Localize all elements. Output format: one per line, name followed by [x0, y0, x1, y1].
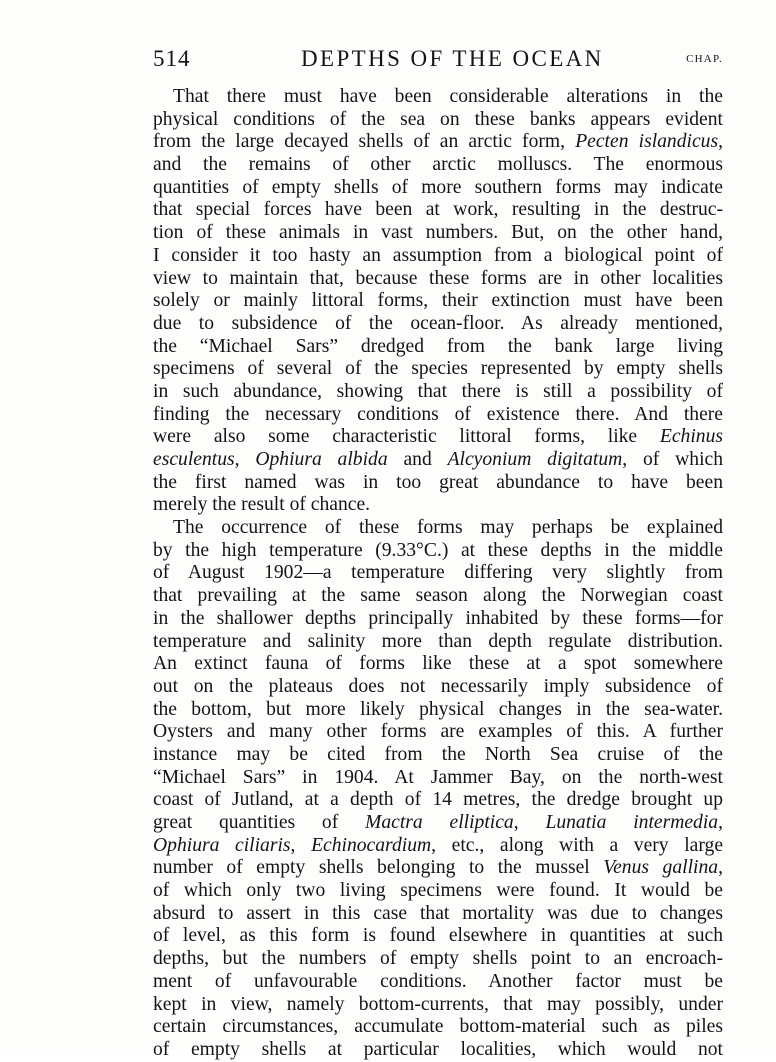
text-line — [153, 676, 723, 699]
italic-term: Echinocardium — [311, 834, 432, 856]
text-segment: finding the necessary conditions of existence there. And there — [153, 403, 723, 425]
chapter-mark: CHAP. — [686, 53, 723, 65]
text-segment: the bottom, but more likely physical changes in the sea-water. — [153, 698, 723, 720]
text-segment: the first named was in too great abundance to have been — [153, 471, 723, 493]
text-line — [153, 86, 723, 109]
text-line — [153, 812, 723, 835]
text-line — [153, 494, 723, 517]
text-segment: ment of unfavourable conditions. Another factor must be — [153, 970, 723, 992]
text-line — [153, 744, 723, 767]
text-segment: tion of these animals in vast numbers. But, on the other hand, — [153, 222, 723, 244]
italic-term: Mactra elliptica — [365, 812, 514, 833]
text-line — [153, 177, 723, 200]
text-segment: view to maintain that, because these forms are in other localities — [153, 267, 723, 289]
text-segment: , — [290, 834, 312, 856]
text-segment: of empty shells at particular localities, which would not — [153, 1038, 723, 1060]
text-segment: The occurrence of these forms may perhaps be explained — [173, 517, 723, 539]
text-line — [153, 585, 723, 608]
text-segment: kept in view, namely bottom-currents, that may possibly, under — [153, 993, 723, 1015]
text-segment: in the shallower depths principally inhabited by these forms—for — [153, 607, 723, 629]
italic-term: esculentus — [153, 449, 235, 470]
text-line — [153, 880, 723, 903]
text-line — [153, 449, 723, 472]
text-line — [153, 948, 723, 971]
page-number: 514 — [153, 46, 191, 71]
text-line — [153, 994, 723, 1017]
text-segment: instance may be cited from the North Sea cruise of the — [153, 743, 723, 765]
text-segment: specimens of several of the species represented by empty shells — [153, 358, 723, 380]
text-line — [153, 358, 723, 381]
text-segment: and — [387, 449, 448, 470]
text-line — [153, 131, 723, 154]
page-header — [153, 46, 723, 82]
text-segment: in such abundance, showing that there is still a possibility of — [153, 380, 723, 402]
text-segment: , — [513, 812, 546, 833]
text-line — [153, 336, 723, 359]
text-line — [153, 109, 723, 132]
text-line — [153, 903, 723, 926]
text-segment: , — [718, 812, 723, 833]
text-segment: , etc., along with a very large — [431, 834, 724, 856]
text-segment: by the high temperature (9.33°C.) at these depths in the middle — [153, 539, 723, 561]
text-segment: , — [234, 449, 256, 470]
text-line — [153, 789, 723, 812]
text-segment: , — [718, 131, 723, 153]
text-segment: That there must have been considerable alterations in the — [173, 86, 723, 107]
body-text — [153, 86, 723, 1062]
text-line — [153, 290, 723, 313]
text-segment: and the remains of other arctic molluscs. The enormous — [153, 154, 723, 176]
text-segment: of August 1902—a temperature differing very slightly from — [153, 562, 723, 584]
text-line — [153, 631, 723, 654]
text-line — [153, 245, 723, 268]
text-segment: great quantities of — [153, 812, 366, 833]
italic-term: Pecten islandicus — [575, 131, 719, 153]
text-segment: out on the plateaus does not necessarily imply subsidence of — [153, 675, 723, 697]
italic-term: Venus gallina — [603, 857, 719, 879]
text-line — [153, 381, 723, 404]
text-line — [153, 1039, 723, 1062]
text-line — [153, 608, 723, 631]
text-segment: Oysters and many other forms are examples of this. A further — [153, 721, 723, 743]
text-segment: number of empty shells belonging to the mussel — [153, 857, 604, 879]
text-segment: , — [718, 857, 723, 879]
text-line — [153, 857, 723, 880]
text-segment: coast of Jutland, at a depth of 14 metres, the dredge brought up — [153, 789, 723, 811]
text-line — [153, 517, 723, 540]
text-segment: depths, but the numbers of empty shells point to an encroach- — [153, 948, 723, 970]
italic-term: Alcyonium digitatum — [447, 449, 623, 470]
text-line — [153, 426, 723, 449]
text-segment: solely or mainly littoral forms, their extinction must have been — [153, 290, 723, 312]
text-segment: “Michael Sars” in 1904. At Jammer Bay, on the north-west — [153, 766, 723, 788]
italic-term: Lunatia intermedia — [545, 812, 719, 833]
text-line — [153, 1016, 723, 1039]
text-segment: from the large decayed shells of an arctic form, — [153, 131, 576, 153]
text-segment: quantities of empty shells of more southern forms may indicate — [153, 176, 723, 198]
italic-term: Echinus — [659, 426, 723, 448]
text-line — [153, 721, 723, 744]
running-head: DEPTHS OF THE OCEAN — [301, 46, 604, 71]
text-segment: due to subsidence of the ocean-floor. As already mentioned, — [153, 312, 723, 334]
text-line — [153, 404, 723, 427]
text-line — [153, 268, 723, 291]
text-segment: that prevailing at the same season along the Norwegian coast — [153, 585, 723, 607]
text-segment: merely the result of chance. — [153, 494, 371, 516]
text-line — [153, 971, 723, 994]
text-line — [153, 925, 723, 948]
text-line — [153, 653, 723, 676]
italic-term: Ophiura albida — [255, 449, 388, 470]
text-line — [153, 222, 723, 245]
text-segment: , of which — [622, 449, 724, 470]
text-line — [153, 199, 723, 222]
text-segment: physical conditions of the sea on these banks appears evident — [153, 108, 723, 130]
text-line — [153, 472, 723, 495]
text-line — [153, 767, 723, 790]
text-segment: absurd to assert in this case that mortality was due to changes — [153, 902, 723, 924]
text-segment: that special forces have been at work, resulting in the destruc- — [153, 199, 723, 221]
text-segment: were also some characteristic littoral forms, like — [153, 426, 660, 448]
text-segment: the “Michael Sars” dredged from the bank large living — [153, 335, 723, 357]
text-segment: temperature and salinity more than depth regulate distribution. — [153, 630, 723, 652]
text-segment: I consider it too hasty an assumption from a biological point of — [153, 244, 723, 266]
text-line — [153, 835, 723, 858]
text-line — [153, 699, 723, 722]
text-line — [153, 562, 723, 585]
italic-term: Ophiura ciliaris — [153, 834, 291, 856]
text-segment: of which only two living specimens were found. It would be — [153, 880, 723, 902]
text-line — [153, 540, 723, 563]
text-line — [153, 313, 723, 336]
text-line — [153, 154, 723, 177]
text-segment: certain circumstances, accumulate bottom-material such as piles — [153, 1016, 723, 1038]
text-segment: An extinct fauna of forms like these at a spot somewhere — [153, 653, 723, 675]
text-segment: of level, as this form is found elsewhere in quantities at such — [153, 925, 723, 947]
